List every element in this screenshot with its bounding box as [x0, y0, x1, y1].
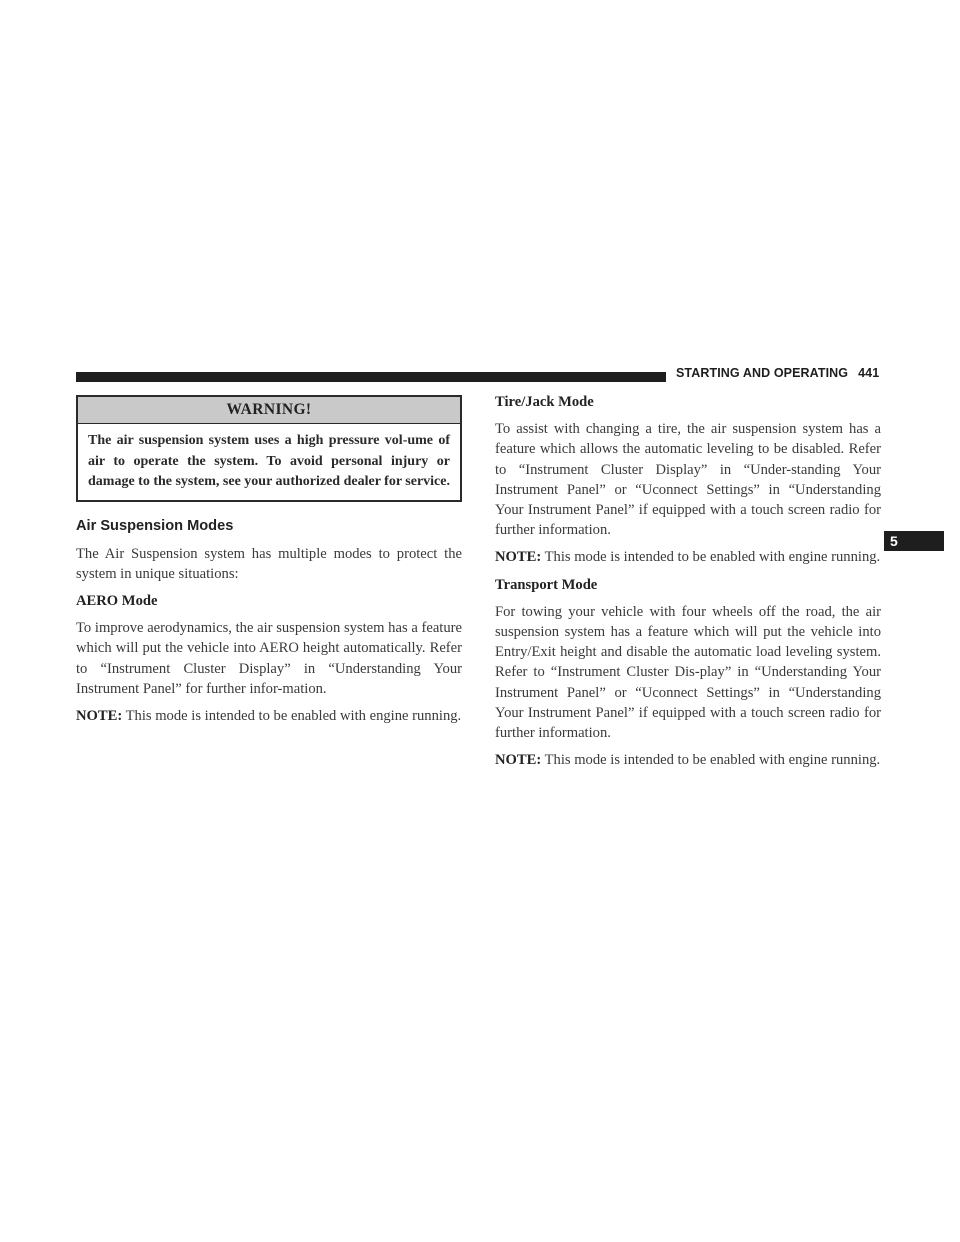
- transport-mode-heading: Transport Mode: [495, 576, 598, 593]
- note-text: This mode is intended to be enabled with engine running.: [541, 752, 881, 769]
- warning-box: [76, 395, 462, 502]
- section-heading: Air Suspension Modes: [76, 518, 234, 535]
- transport-mode-body: For towing your vehicle with four wheels off the road, the air suspension system has a feature which will put the vehicle into Entry/Exit height and disable the automatic load leveling system. Refer to “Instrument Cluster Dis-play” in “Understanding Your Instrument Panel” or “Uconnect Settings” in “Understanding Your Instrument Panel” if equipped with a touch screen radio for further information.: [495, 603, 881, 742]
- note-label: NOTE:: [495, 549, 542, 566]
- note-label: NOTE:: [495, 752, 542, 769]
- aero-mode-note: [76, 706, 462, 726]
- note-text: This mode is intended to be enabled with engine running.: [122, 708, 462, 725]
- running-header: [676, 366, 879, 380]
- header-rule: [76, 372, 666, 382]
- section-title: STARTING AND OPERATING: [676, 366, 849, 380]
- tire-jack-mode-heading: Tire/Jack Mode: [495, 394, 594, 410]
- tire-jack-mode-body: To assist with changing a tire, the air suspension system has a feature which allows the automatic leveling to be disabled. Refer to “Instrument Cluster Display” in “Under-standing Your Instrument Panel” or “Uconnect Settings” in “Understanding Your Instrument Panel” if equipped with a touch screen radio for further information.: [495, 421, 881, 539]
- warning-text: The air suspension system uses a high pressure vol-ume of air to operate the system. To avoid personal injury or damage to the system, see your authorized dealer for service.: [88, 433, 450, 490]
- right-column: [495, 395, 881, 777]
- intro-paragraph: The Air Suspension system has multiple modes to protect the system in unique situations:: [76, 545, 462, 582]
- note-label: NOTE:: [76, 708, 123, 725]
- chapter-tab: 5: [884, 531, 944, 551]
- aero-mode-heading: AERO Mode: [76, 593, 158, 610]
- warning-title: WARNING!: [78, 397, 460, 424]
- aero-mode-body: To improve aerodynamics, the air suspension system has a feature which will put the vehicle into AERO height automatically. Refer to “Instrument Cluster Display” in “Understanding Your Instrument Panel” for further infor-mation.: [76, 620, 462, 697]
- note-text: This mode is intended to be enabled with engine running.: [541, 549, 881, 566]
- page-number: 441: [858, 366, 880, 380]
- left-column: [76, 395, 462, 733]
- tire-jack-mode-note: [495, 547, 881, 567]
- transport-mode-note: [495, 750, 881, 770]
